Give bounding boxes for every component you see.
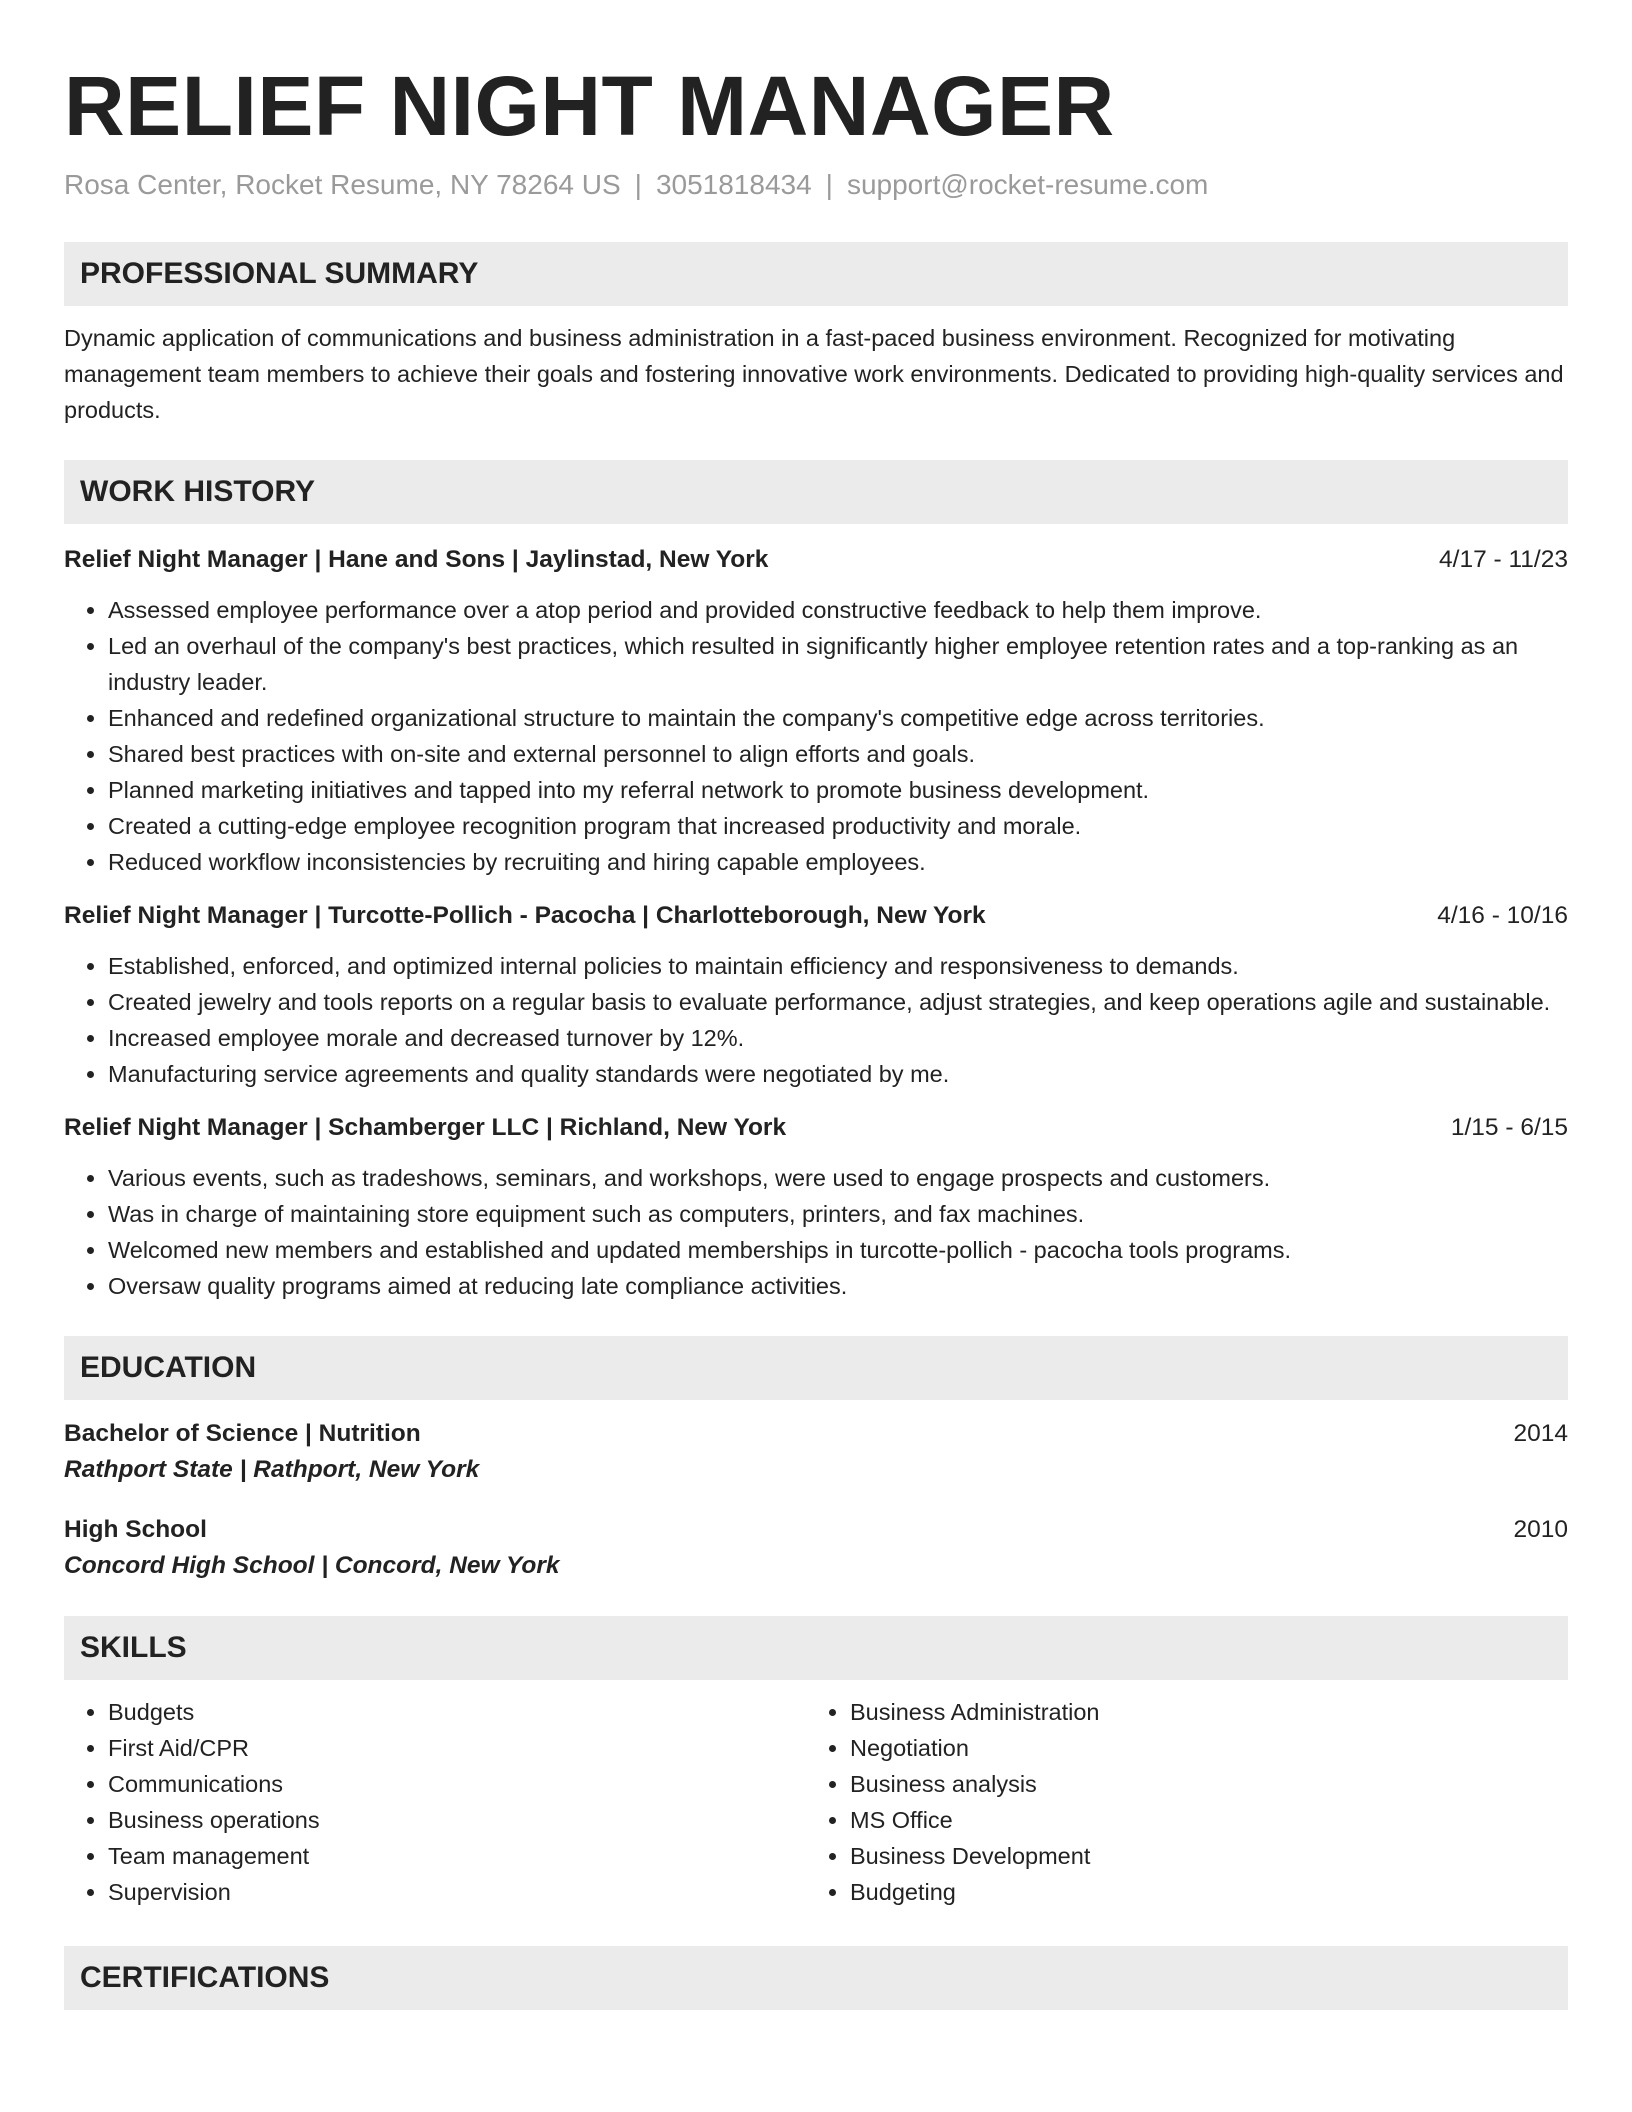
skill-item: • Supervision — [108, 1874, 806, 1910]
summary-text: Dynamic application of communications and business administration in a fast-paced business environment. Recognized for motivating management team members to achieve their goals and fostering innovative work environments. Dedicated to providing high-quality services and products. — [64, 325, 1564, 423]
contact-phone: 3051818434 — [655, 169, 812, 200]
skill-item: • Budgeting — [850, 1874, 1548, 1910]
job-header — [64, 1110, 1568, 1146]
education-header — [64, 1416, 1568, 1452]
resume-page — [64, 0, 1568, 2010]
skill-item: • Business operations — [108, 1802, 806, 1838]
contact-separator: | — [825, 169, 833, 200]
contact-address: Rosa Center, Rocket Resume, NY 78264 US — [64, 169, 621, 200]
job-bullet: • Created a cutting-edge employee recognition program that increased productivity and morale. — [108, 808, 1568, 844]
job-bullet: • Oversaw quality programs aimed at reducing late compliance activities. — [108, 1268, 1568, 1304]
job-bullet: • Established, enforced, and optimized internal policies to maintain efficiency and responsiveness to demands. — [108, 948, 1568, 984]
job-bullet: • Reduced workflow inconsistencies by recruiting and hiring capable employees. — [108, 844, 1568, 880]
job-header — [64, 542, 1568, 578]
skill-item: • Communications — [108, 1766, 806, 1802]
job-bullet: • Assessed employee performance over a atop period and provided constructive feedback to help them improve. — [108, 592, 1568, 628]
job-bullet: • Welcomed new members and established and updated memberships in turcotte-pollich - pacocha tools programs. — [108, 1232, 1568, 1268]
job-bullet: • Was in charge of maintaining store equipment such as computers, printers, and fax machines. — [108, 1196, 1568, 1232]
education-degree: Bachelor of Science | Nutrition — [64, 1420, 421, 1447]
skill-item: • Team management — [108, 1838, 806, 1874]
job-title: Relief Night Manager | Schamberger LLC | Richland, New York — [64, 1114, 787, 1141]
section-header-skills: SKILLS — [64, 1616, 1568, 1680]
job-bullet: • Shared best practices with on-site and external personnel to align efforts and goals. — [108, 736, 1568, 772]
contact-separator: | — [634, 169, 642, 200]
skill-item: • Business analysis — [850, 1766, 1548, 1802]
job-bullet: • Enhanced and redefined organizational structure to maintain the company's competitive edge across territories. — [108, 700, 1568, 736]
education-school: Concord High School | Concord, New York — [64, 1552, 560, 1579]
job-dates: 4/16 - 10/16 — [1437, 902, 1568, 929]
section-header-work-history: WORK HISTORY — [64, 460, 1568, 524]
job-dates: 4/17 - 11/23 — [1439, 546, 1568, 573]
education-school: Rathport State | Rathport, New York — [64, 1456, 480, 1483]
education-header — [64, 1512, 1568, 1548]
job-bullet: • Planned marketing initiatives and tapped into my referral network to promote business development. — [108, 772, 1568, 808]
job-bullet: • Manufacturing service agreements and quality standards were negotiated by me. — [108, 1056, 1568, 1092]
job-entry — [64, 1110, 1568, 1304]
job-bullet: • Created jewelry and tools reports on a regular basis to evaluate performance, adjust strategies, and keep operations agile and sustainable. — [108, 984, 1568, 1020]
education-degree: High School — [64, 1516, 207, 1543]
job-bullets — [64, 592, 1568, 880]
job-bullet: • Increased employee morale and decreased turnover by 12%. — [108, 1020, 1568, 1056]
skill-item: • Business Development — [850, 1838, 1548, 1874]
education-entry — [64, 1512, 1568, 1584]
section-header-summary: PROFESSIONAL SUMMARY — [64, 242, 1568, 306]
job-bullet: • Led an overhaul of the company's best practices, which resulted in significantly higher employee retention rates and a top-ranking as an industry leader. — [108, 628, 1568, 700]
skill-item: • Budgets — [108, 1694, 806, 1730]
job-entry — [64, 542, 1568, 880]
candidate-name: RELIEF NIGHT MANAGER — [64, 59, 1115, 153]
skill-item: • Negotiation — [850, 1730, 1548, 1766]
job-entry — [64, 898, 1568, 1092]
skills-columns — [64, 1694, 1568, 1910]
section-header-certifications: CERTIFICATIONS — [64, 1946, 1568, 2010]
job-bullets — [64, 1160, 1568, 1304]
education-year: 2014 — [1513, 1420, 1568, 1447]
skill-item: • MS Office — [850, 1802, 1548, 1838]
job-title: Relief Night Manager | Turcotte-Pollich - Pacocha | Charlotteborough, New York — [64, 902, 986, 929]
job-header — [64, 898, 1568, 934]
job-bullet: • Various events, such as tradeshows, seminars, and workshops, were used to engage prospects and customers. — [108, 1160, 1568, 1196]
contact-email: support@rocket-resume.com — [846, 169, 1209, 200]
skill-item: • First Aid/CPR — [108, 1730, 806, 1766]
job-list — [64, 542, 1568, 1304]
contact-line — [64, 168, 1568, 202]
job-title: Relief Night Manager | Hane and Sons | Jaylinstad, New York — [64, 546, 769, 573]
education-year: 2010 — [1513, 1516, 1568, 1543]
skills-list-right — [806, 1694, 1548, 1910]
job-bullets — [64, 948, 1568, 1092]
skill-item: • Business Administration — [850, 1694, 1548, 1730]
education-list — [64, 1416, 1568, 1584]
job-dates: 1/15 - 6/15 — [1450, 1114, 1568, 1141]
section-header-education: EDUCATION — [64, 1336, 1568, 1400]
education-entry — [64, 1416, 1568, 1488]
skills-list-left — [64, 1694, 806, 1910]
